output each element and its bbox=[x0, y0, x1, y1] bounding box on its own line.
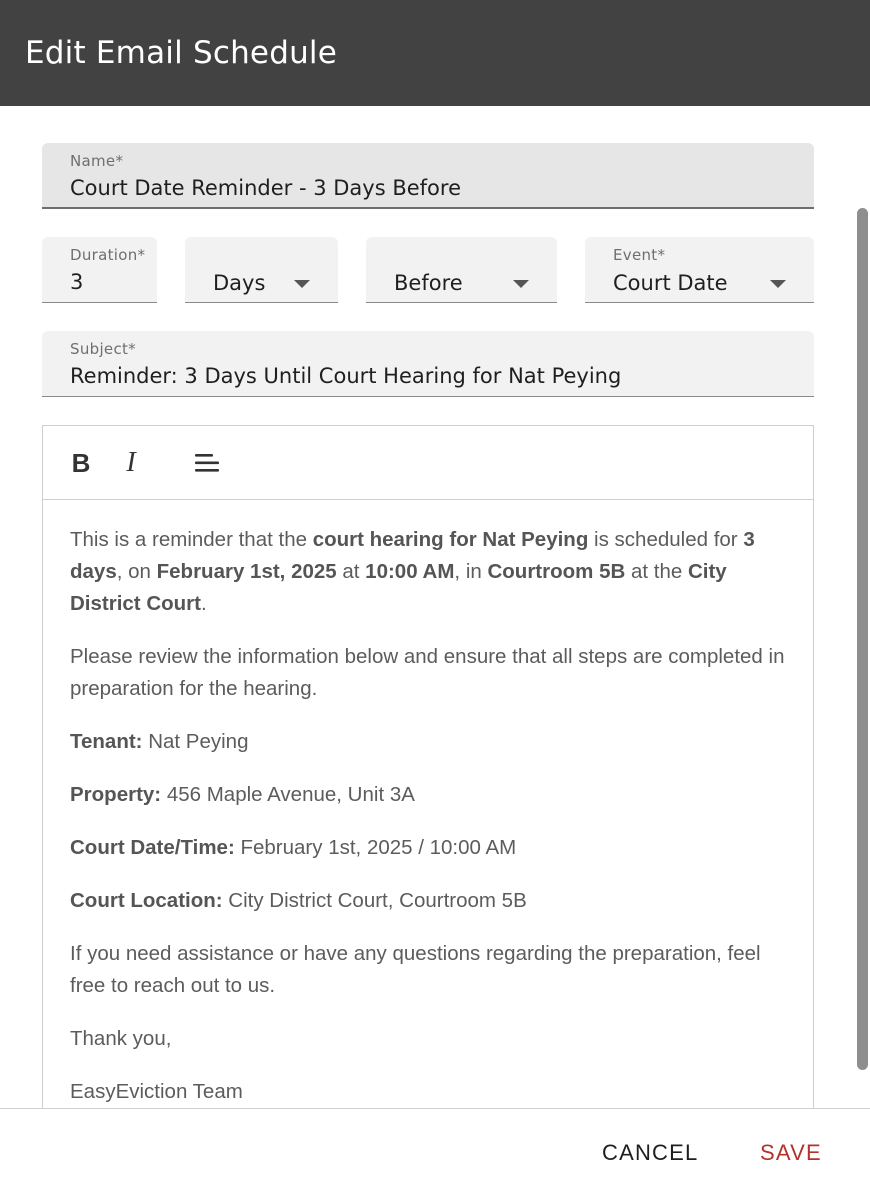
relation-select[interactable] bbox=[366, 237, 557, 303]
duration-field[interactable] bbox=[42, 237, 157, 303]
body-property-line: Property: 456 Maple Avenue, Unit 3A bbox=[70, 783, 415, 806]
italic-button[interactable]: I bbox=[126, 447, 136, 478]
name-input[interactable]: Court Date Reminder - 3 Days Before bbox=[70, 176, 461, 200]
duration-input[interactable]: 3 bbox=[70, 270, 84, 294]
bold-button[interactable]: B bbox=[71, 447, 91, 478]
subject-label: Subject* bbox=[70, 340, 136, 358]
email-body-editor[interactable] bbox=[42, 425, 814, 1125]
name-label: Name* bbox=[70, 152, 124, 170]
body-paragraph-thanks: Thank you, bbox=[70, 1027, 172, 1050]
dialog-header bbox=[0, 0, 870, 106]
duration-unit-select[interactable] bbox=[185, 237, 338, 303]
subject-field[interactable] bbox=[42, 331, 814, 397]
body-paragraph-assistance: If you need assistance or have any questions regarding the preparation, feel free to reach out to us. bbox=[70, 942, 761, 997]
subject-input[interactable]: Reminder: 3 Days Until Court Hearing for Nat Peying bbox=[70, 364, 622, 388]
editor-toolbar bbox=[43, 426, 813, 500]
duration-label: Duration* bbox=[70, 246, 146, 264]
body-court-location-line: Court Location: City District Court, Courtroom 5B bbox=[70, 889, 527, 912]
body-paragraph-signature: EasyEviction Team bbox=[70, 1080, 243, 1103]
body-tenant-line: Tenant: Nat Peying bbox=[70, 730, 249, 753]
event-select[interactable] bbox=[585, 237, 814, 303]
duration-unit-value: Days bbox=[213, 271, 266, 295]
chevron-down-icon bbox=[294, 280, 310, 288]
chevron-down-icon bbox=[513, 280, 529, 288]
dialog-actions bbox=[0, 1108, 870, 1192]
editor-content[interactable] bbox=[43, 500, 813, 1108]
dialog-title: Edit Email Schedule bbox=[25, 35, 337, 71]
scrollbar-thumb[interactable] bbox=[857, 208, 868, 1070]
name-field[interactable] bbox=[42, 143, 814, 209]
event-value: Court Date bbox=[613, 271, 728, 295]
save-button[interactable]: SAVE bbox=[760, 1140, 822, 1165]
text-align-icon bbox=[193, 451, 221, 475]
body-paragraph-review: Please review the information below and ensure that all steps are completed in preparation for the hearing. bbox=[70, 645, 785, 700]
body-court-datetime-line: Court Date/Time: February 1st, 2025 / 10:00 AM bbox=[70, 836, 517, 859]
body-paragraph-intro: This is a reminder that the court hearing for Nat Peying is scheduled for 3 days, on February 1st, 2025 at 10:00 AM, in Courtroom 5B at the City District Court. bbox=[70, 528, 755, 615]
cancel-button[interactable]: CANCEL bbox=[602, 1140, 699, 1165]
chevron-down-icon bbox=[770, 280, 786, 288]
event-label: Event* bbox=[613, 246, 666, 264]
relation-value: Before bbox=[394, 271, 463, 295]
align-button[interactable] bbox=[193, 448, 221, 478]
